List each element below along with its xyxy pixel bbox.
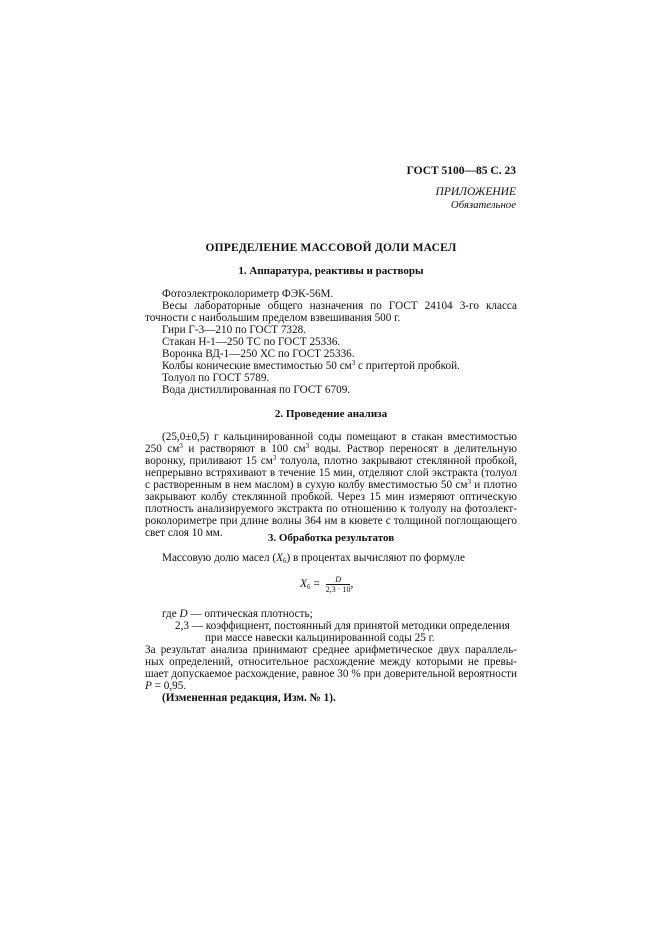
section-3-intro — [145, 552, 517, 564]
coefficient-line: 2,3 — коэффициент, постоянный для принятой методики определения — [175, 620, 510, 632]
text-span: и растворяют в 100 см — [182, 443, 306, 455]
superscript: 3 — [179, 442, 183, 450]
appendix-subtitle: Обязательное — [450, 199, 516, 211]
formula-lhs: X — [300, 578, 308, 591]
text-span: — оптическая плотность; — [187, 608, 313, 620]
where-line — [145, 608, 517, 620]
appendix-title: ПРИЛОЖЕНИЕ — [435, 186, 516, 198]
section-1-heading: 1. Аппаратура, реактивы и растворы — [238, 265, 424, 277]
formula — [300, 575, 353, 594]
result-line — [145, 680, 517, 692]
coefficient-line: при массе навески кальцинированной соды 25 г. — [205, 632, 435, 644]
variable: D — [179, 608, 188, 620]
section-1-line: Стакан Н-1—250 ТС по ГОСТ 25336. — [162, 336, 341, 348]
formula-denominator: 2,3 · 10 — [325, 585, 351, 594]
section-1-line: Фотоэлектроколориметр ФЭК-56М. — [162, 288, 334, 300]
section-1-line: Весы лабораторные общего назначения по ГОСТ 24104 3-го класса — [162, 300, 517, 312]
page-header: ГОСТ 5100—85 С. 23 — [406, 165, 516, 177]
text-span: 250 см — [145, 443, 180, 455]
section-2-line — [145, 479, 517, 491]
section-3-heading: 3. Обработка результатов — [267, 532, 395, 544]
formula-lhs-sub: 6 — [307, 583, 311, 592]
variable: X — [276, 552, 283, 564]
superscript: 3 — [351, 359, 356, 367]
text-span: воды. Раствор переносят в делительную — [309, 443, 518, 455]
text-span: Колбы конические вместимостью 50 см — [162, 360, 352, 372]
superscript: 3 — [272, 454, 277, 462]
formula-numerator — [326, 575, 351, 585]
section-1-line: Вода дистиллированная по ГОСТ 6709. — [162, 384, 351, 396]
document-title: ОПРЕДЕЛЕНИЕ МАССОВОЙ ДОЛИ МАСЕЛ — [205, 242, 457, 254]
amendment-note: (Измененная редакция, Изм. № 1). — [162, 692, 336, 704]
text-span: толуола, плотно закрывают стеклянной пробкой, — [276, 455, 517, 467]
text-span: воронку, приливают 15 см — [145, 455, 273, 467]
text-span: = 0,95. — [151, 680, 187, 692]
variable: P — [145, 680, 152, 692]
formula-end: , — [350, 578, 354, 591]
superscript: 3 — [305, 442, 310, 450]
section-2-line: плотность анализируемого экстракта по отношению к толуолу на фотоэлект- — [145, 503, 517, 515]
section-1-line — [145, 360, 517, 372]
formula-numerator-var: D — [335, 575, 341, 584]
section-2-line: непрерывно встряхивают в течение 15 мин, отделяют слой экстракта (толуол — [145, 467, 517, 479]
superscript: 3 — [467, 478, 471, 486]
section-2-heading: 2. Проведение анализа — [274, 408, 388, 420]
section-1-line: точности с наибольшим пределом взвешивания 500 г. — [145, 312, 401, 324]
section-2-line: (25,0±0,5) г кальцинированной соды помещают в стакан вместимостью — [162, 431, 517, 443]
text-span: и плотно — [470, 479, 517, 491]
text-span: ) в процентах вычисляют по формуле — [286, 552, 465, 564]
section-1-line: Гири Г-3—210 по ГОСТ 7328. — [162, 324, 307, 336]
section-2-line: роколориметре при длине волны 364 нм в кювете с толщиной поглощающего — [145, 515, 517, 527]
section-1-line: Воронка ВД-1—250 ХС по ГОСТ 25336. — [162, 348, 355, 360]
text-span: с растворенным в нем маслом) в сухую колбу вместимостью 50 см — [145, 479, 468, 491]
subscript: 6 — [282, 557, 287, 565]
formula-fraction — [325, 575, 354, 594]
result-line: За результат анализа принимают среднее арифметическое двух параллель- — [145, 644, 517, 656]
text-span: Массовую долю масел ( — [162, 552, 277, 564]
formula-eq: = — [310, 578, 323, 591]
section-2-line — [145, 443, 517, 455]
section-2-line: закрывают колбу стеклянной пробкой. Через 15 мин измеряют оптическую — [145, 491, 517, 503]
result-line: ных определений, относительное расхождение между которыми не превы- — [145, 656, 517, 668]
text-span: где — [162, 608, 180, 620]
text-span: с притертой пробкой. — [355, 360, 460, 372]
section-1-line: Толуол по ГОСТ 5789. — [162, 372, 270, 384]
section-2-line: свет слоя 10 мм. — [145, 527, 223, 539]
result-line: шает допускаемое расхождение, равное 30 % при доверительной вероятности — [145, 668, 517, 680]
section-2-line — [145, 455, 517, 467]
